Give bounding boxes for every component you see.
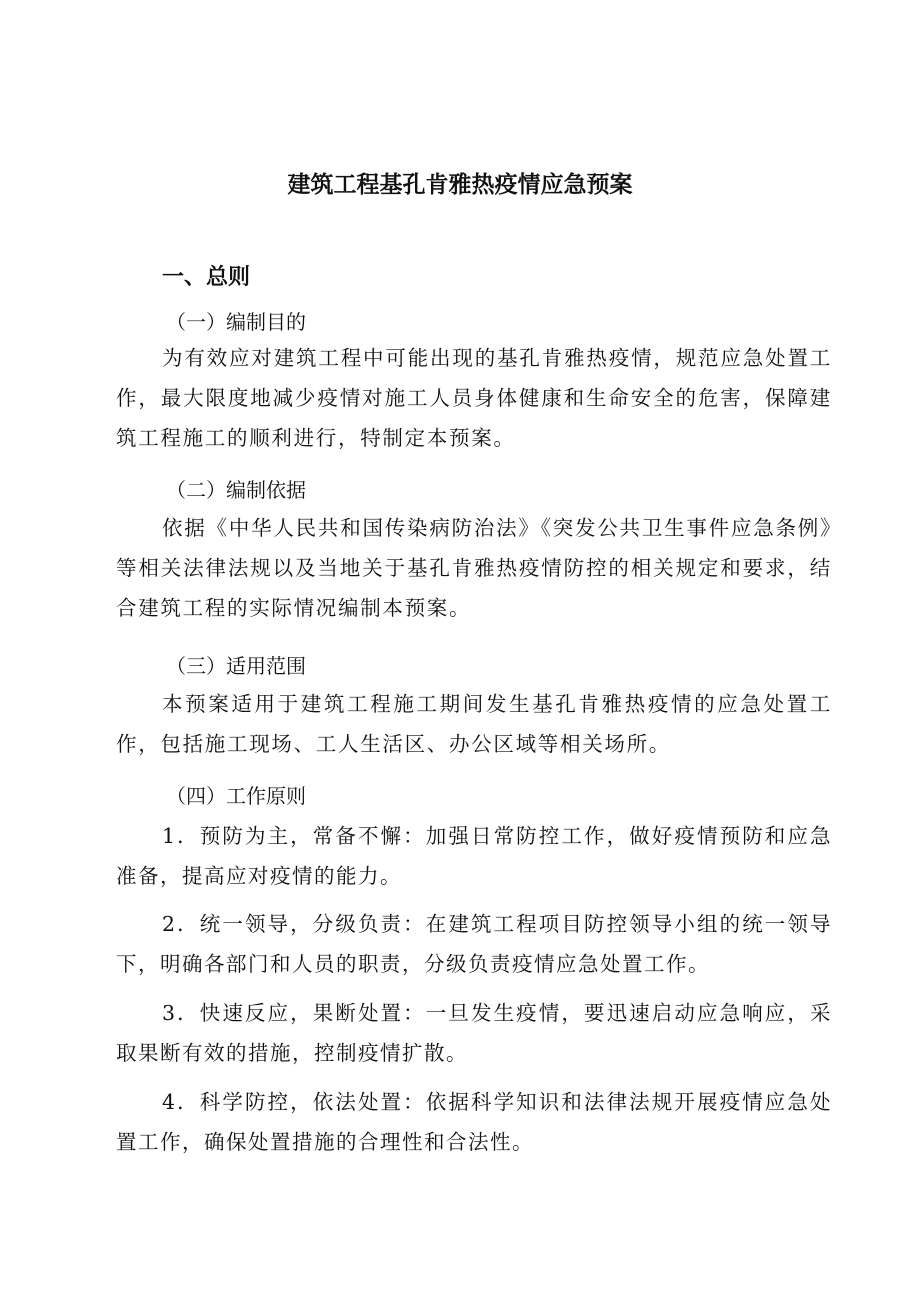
subheading-basis: （二）编制依据 [166,478,306,502]
paragraph-basis: 依据《中华人民共和国传染病防治法》《突发公共卫生事件应急条例》等相关法律法规以及当地关于基孔肯雅热疫情防控的相关规定和要求，结合建筑工程的实际情况编制本预案。 [116,516,832,620]
principle-item: 4．科学防控，依法处置：依据科学知识和法律法规开展疫情应急处置工作，确保处置措施的合理性和合法性。 [116,1090,832,1154]
principle-item: 1．预防为主，常备不懈：加强日常防控工作，做好疫情预防和应急准备，提高应对疫情的能力。 [116,824,832,888]
document-title: 建筑工程基孔肯雅热疫情应急预案 [287,172,633,198]
section-heading-general: 一、总则 [162,265,251,290]
principle-item: 2．统一领导，分级负责：在建筑工程项目防控领导小组的统一领导下，明确各部门和人员的职责，分级负责疫情应急处置工作。 [116,912,832,976]
subheading-principles: （四）工作原则 [166,784,306,808]
principle-item: 3．快速反应，果断处置：一旦发生疫情，要迅速启动应急响应，采取果断有效的措施，控制疫情扩散。 [116,1001,832,1065]
subheading-scope: （三）适用范围 [166,654,306,678]
subheading-purpose: （一）编制目的 [166,310,306,334]
paragraph-scope: 本预案适用于建筑工程施工期间发生基孔肯雅热疫情的应急处置工作，包括施工现场、工人生活区、办公区域等相关场所。 [116,692,832,756]
paragraph-purpose: 为有效应对建筑工程中可能出现的基孔肯雅热疫情，规范应急处置工作，最大限度地减少疫情对施工人员身体健康和生命安全的危害，保障建筑工程施工的顺利进行，特制定本预案。 [116,346,832,450]
